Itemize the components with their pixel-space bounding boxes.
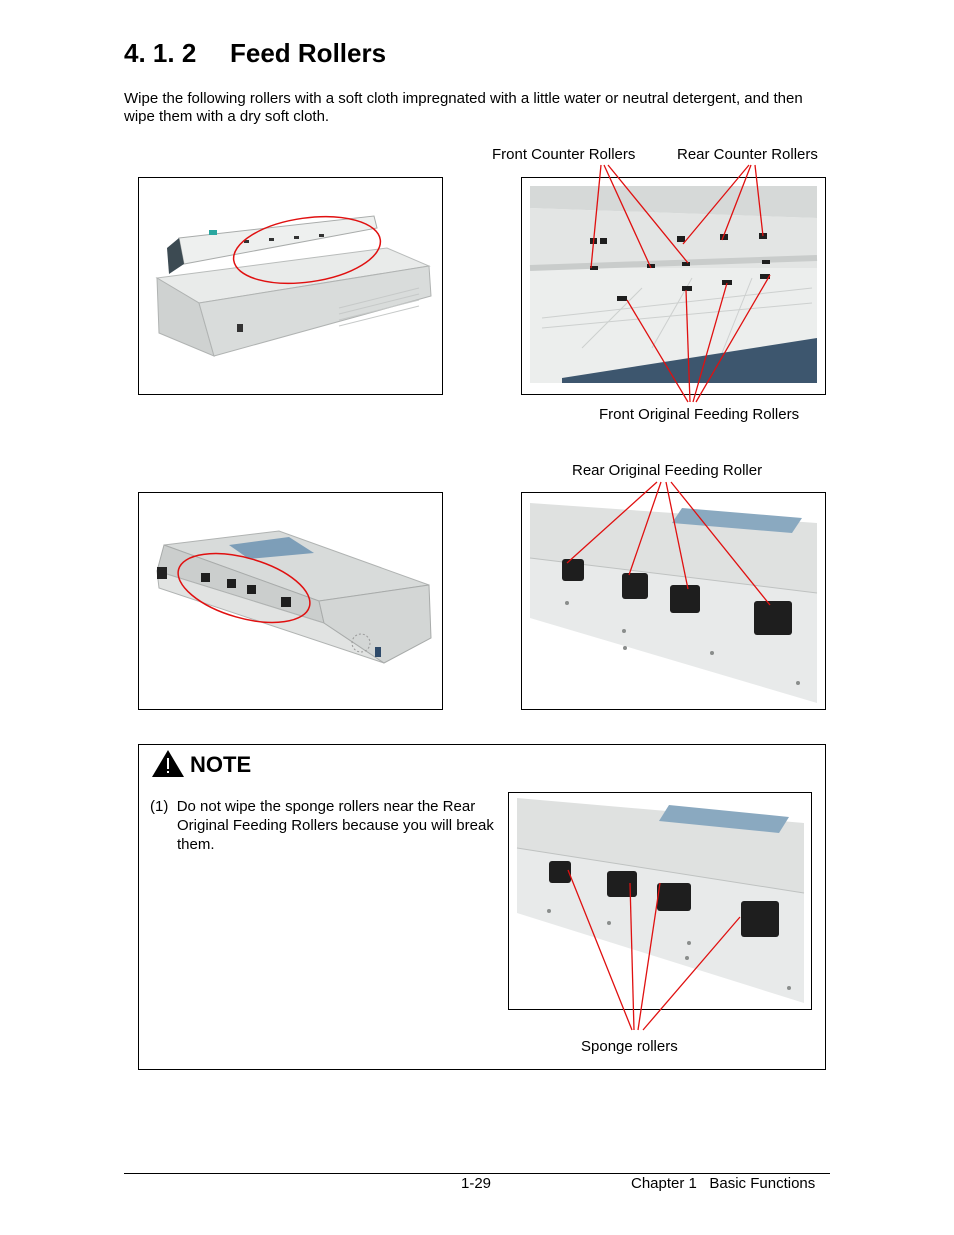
photo-counter-rollers-closeup [521,177,826,395]
note-title: NOTE [190,752,252,777]
label-front-original-feeding-rollers: Front Original Feeding Rollers [599,406,800,423]
photo-rear-feeding-rollers-closeup [521,492,826,710]
scanner-open-illustration [139,178,442,394]
label-rear-counter-rollers: Rear Counter Rollers [677,146,818,163]
note-item-rest: Original Feeding Rollers because you will break them. [177,817,494,853]
note-item-line1: Do not wipe the sponge rollers near the Rear [176,798,476,815]
note-item [150,797,510,854]
label-rear-original-feeding-roller: Rear Original Feeding Roller [572,462,763,479]
warning-icon [151,749,185,778]
sponge-rollers-illustration [509,793,811,1009]
photo-scanner-rear-overview [138,492,443,710]
counter-rollers-illustration [522,178,825,394]
rear-feeding-rollers-illustration [522,493,825,709]
photo-sponge-rollers [508,792,812,1010]
label-sponge-rollers: Sponge rollers [581,1038,678,1055]
section-title: Feed Rollers [230,38,387,68]
section-number: 4. 1. 2 [124,38,197,68]
note-item-number: (1) [150,798,169,815]
footer-chapter: Chapter 1 Basic Functions [631,1175,816,1192]
photo-scanner-open-overview [138,177,443,395]
footer-page-number: 1-29 [461,1175,492,1192]
intro-paragraph: Wipe the following rollers with a soft cloth impregnated with a little water or neutral detergent, and then wipe them with a dry soft cloth. [124,90,803,125]
label-front-counter-rollers: Front Counter Rollers [492,146,636,163]
scanner-rear-illustration [139,493,442,709]
section-heading [124,38,386,69]
footer-rule [124,1173,830,1174]
